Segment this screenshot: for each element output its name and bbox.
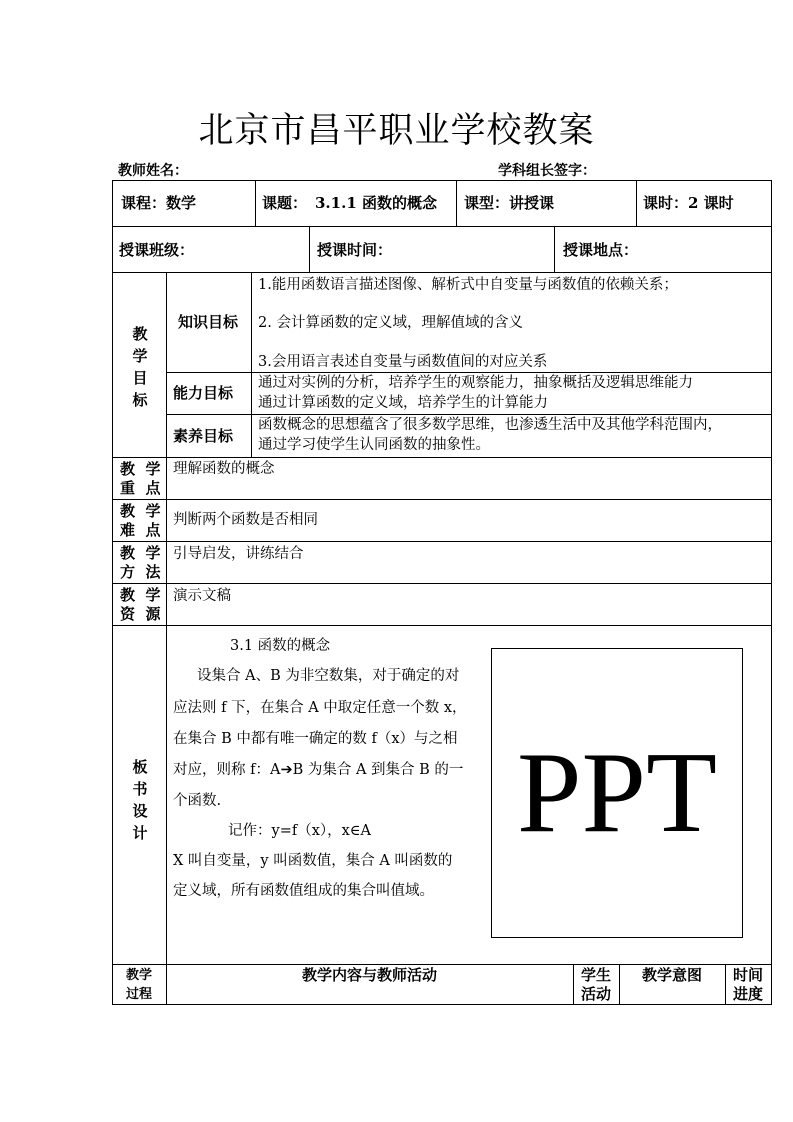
time-label: 授课时间： [317,241,393,259]
board-heading: 3.1 函数的概念 [230,638,331,654]
ppt-placeholder-frame [491,648,743,938]
board-design-label: 板 书 设 计 [132,758,148,842]
board-definition-line-5: 个函数. [173,793,222,809]
content-activity-header: 教学内容与教师活动 [301,966,437,984]
focus-label: 教 学 重 点 [120,460,161,497]
topic-label: 课题： [262,194,308,212]
page-title: 北京市昌平职业学校教案 [198,111,595,151]
resource-text: 演示文稿 [173,588,231,604]
lesson-type-field: 课型：讲授课 [464,194,555,212]
place-label: 授课地点： [563,241,639,259]
board-definition-line-3: 在集合 B 中都有唯一确定的数 f（x）与之相 [173,731,458,747]
method-label: 教 学 方 法 [120,544,161,581]
knowledge-objective-line-3: 3.会用语言表述自变量与函数值间的对应关系 [258,354,548,370]
ability-objective-line-1: 通过对实例的分析，培养学生的观察能力，抽象概括及逻辑思维能力 [258,375,693,391]
difficulty-text: 判断两个函数是否相同 [173,512,318,528]
class-label: 授课班级： [119,241,195,259]
knowledge-objective-line-2: 2. 会计算函数的定义域，理解值域的含义 [258,315,523,331]
student-activity-header: 学生 活动 [580,966,611,1003]
literacy-objective-label: 素养目标 [173,427,234,445]
ability-objective-label: 能力目标 [173,384,234,402]
board-definition-line-4: 对应，则称 f：A➔B 为集合 A 到集合 B 的一 [173,762,464,778]
board-definition-line-1: 设集合 A、B 为非空数集，对于确定的对 [197,668,460,684]
method-text: 引导启发，讲练结合 [173,546,304,562]
teacher-name-label: 教师姓名： [118,163,188,179]
ability-objective-line-2: 通过计算函数的定义域，培养学生的计算能力 [258,395,548,411]
literacy-objective-line-2: 通过学习使学生认同函数的抽象性。 [258,437,490,453]
leader-signature-label: 学科组长签字： [498,163,596,179]
resource-label: 教 学 资 源 [120,586,161,623]
course-field: 课程：数学 [121,194,197,212]
literacy-objective-line-1: 函数概念的思想蕴含了很多数学思维，也渗透生活中及其他学科范围内， [258,417,722,433]
class-hours-field: 课时：2 课时 [643,194,734,212]
focus-text: 理解函数的概念 [173,461,275,477]
board-terms-line-1: X 叫自变量，y 叫函数值，集合 A 叫函数的 [173,853,453,869]
teaching-intent-header: 教学意图 [641,966,702,984]
difficulty-label: 教 学 难 点 [120,502,161,539]
board-definition-line-2: 应法则 f 下，在集合 A 中取定任意一个数 x， [173,700,467,716]
topic-value: 3.1.1 函数的概念 [315,194,437,212]
ppt-placeholder-text: PPT [517,729,717,857]
process-label: 教学 过程 [125,968,152,1002]
board-terms-line-2: 定义域，所有函数值组成的集合叫值域。 [173,883,434,899]
knowledge-objective-label: 知识目标 [178,313,239,331]
objectives-label: 教 学 目 标 [132,325,148,409]
board-notation: 记作：y=f（x），x∈A [228,823,372,839]
time-progress-header: 时间 进度 [732,966,763,1003]
knowledge-objective-line-1: 1.能用函数语言描述图像、解析式中自变量与函数值的依赖关系； [258,277,678,293]
